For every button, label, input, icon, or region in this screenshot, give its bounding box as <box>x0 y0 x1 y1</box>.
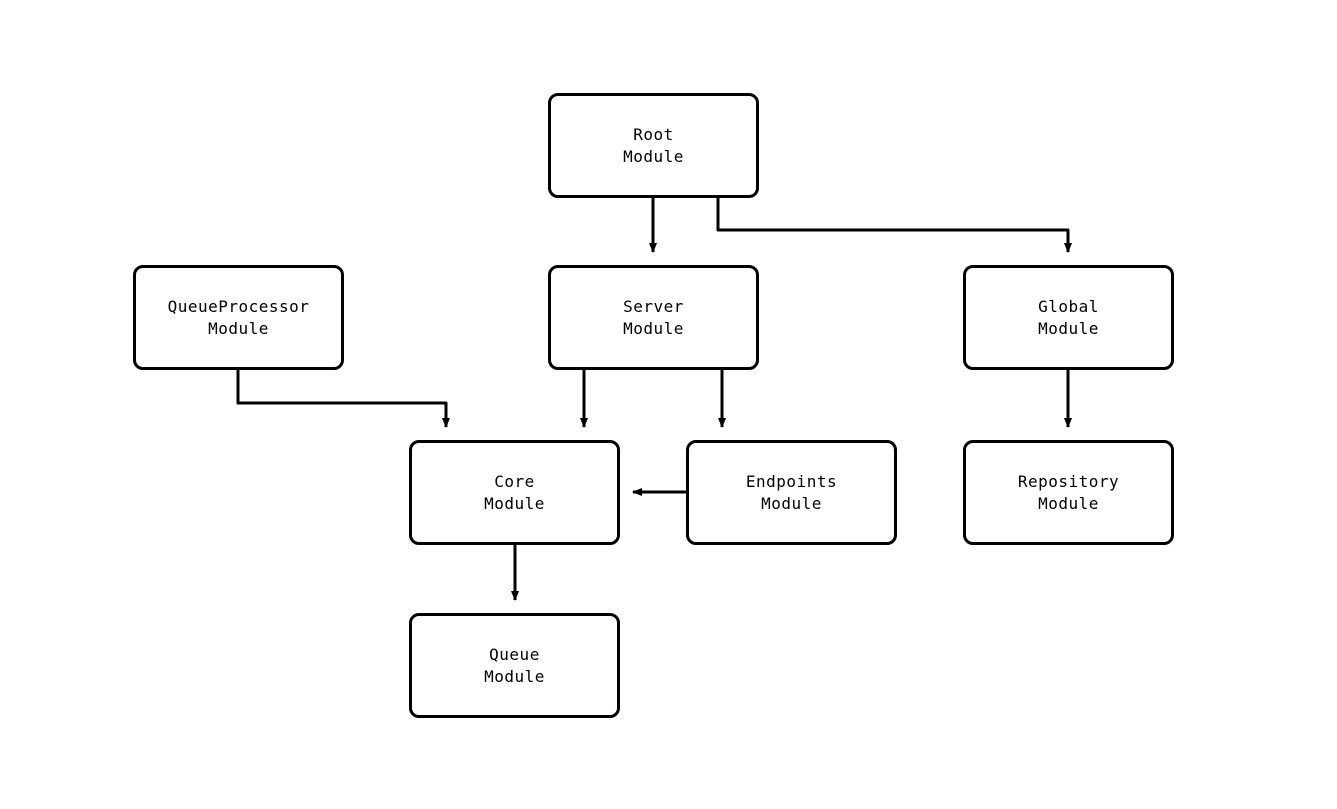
node-queueprocessor-module-label-line2: Module <box>208 318 269 338</box>
node-queue-module[interactable] <box>409 613 620 718</box>
node-core-module[interactable] <box>409 440 620 545</box>
node-root-module-label-line1: Root <box>633 124 674 144</box>
node-global-module[interactable] <box>963 265 1174 370</box>
node-repository-module-label-line1: Repository <box>1017 471 1120 491</box>
node-global-module-label-line2: Module <box>1038 318 1099 338</box>
node-repository-module-label-line2: Module <box>1038 493 1099 513</box>
node-root-module-label-line2: Module <box>623 146 684 166</box>
node-endpoints-module-label-line1: Endpoints <box>745 471 838 491</box>
node-global-module-label-line1: Global <box>1038 296 1099 316</box>
node-core-module-label-line1: Core <box>494 471 535 491</box>
edge-queueprocessor-to-core <box>238 370 446 427</box>
node-server-module-label-line1: Server <box>623 296 684 316</box>
node-queue-module-label-line1: Queue <box>489 644 540 664</box>
node-core-module-label-line2: Module <box>484 493 545 513</box>
node-queueprocessor-module-label-line1: QueueProcessor <box>167 296 310 316</box>
node-endpoints-module[interactable] <box>686 440 897 545</box>
node-queue-module-label-line2: Module <box>484 666 545 686</box>
node-queueprocessor-module[interactable] <box>133 265 344 370</box>
node-repository-module[interactable] <box>963 440 1174 545</box>
node-server-module[interactable] <box>548 265 759 370</box>
node-endpoints-module-label-line2: Module <box>761 493 822 513</box>
node-root-module[interactable] <box>548 93 759 198</box>
node-server-module-label-line2: Module <box>623 318 684 338</box>
edge-root-to-global <box>718 198 1068 252</box>
